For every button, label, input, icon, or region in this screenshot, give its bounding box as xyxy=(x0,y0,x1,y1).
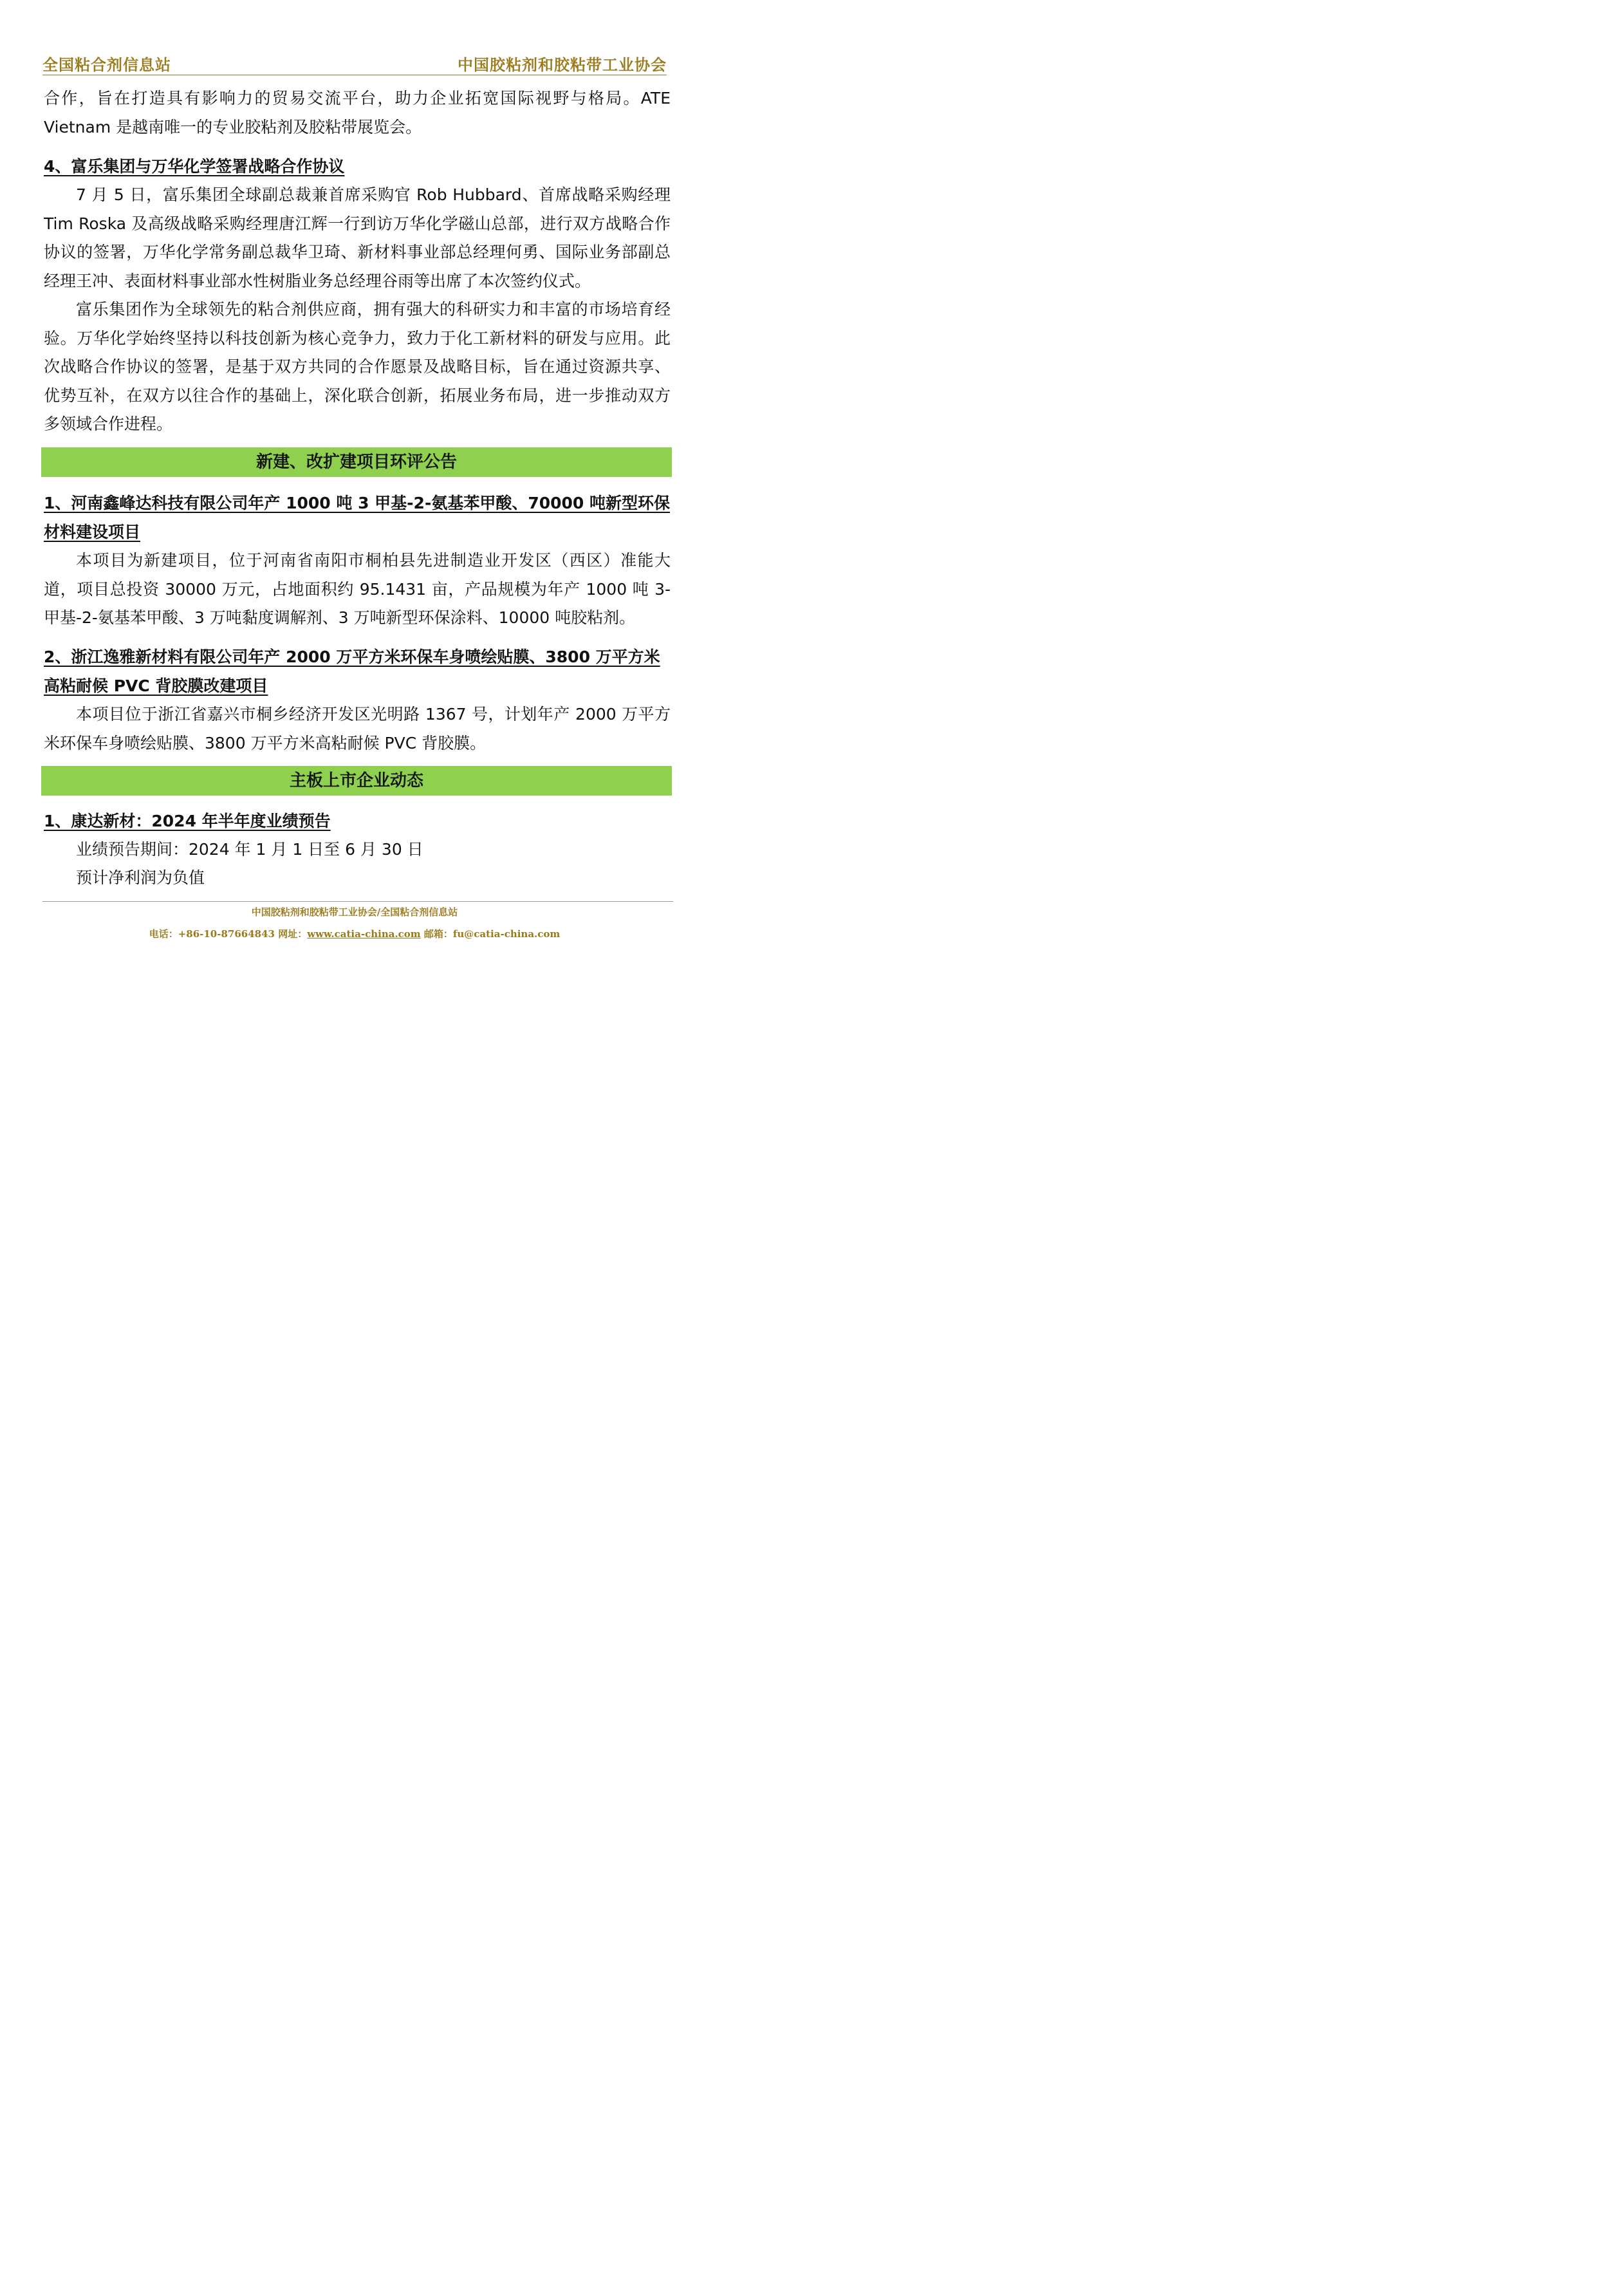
listed-item1-heading xyxy=(44,807,671,836)
eia-item2-heading xyxy=(44,643,671,700)
header-right-title: 中国胶粘剂和胶粘带工业协会 xyxy=(458,55,667,74)
intro-paragraph: 合作，旨在打造具有影响力的贸易交流平台，助力企业拓宽国际视野与格局。ATE Vietnam 是越南唯一的专业胶粘剂及胶粘带展览会。 xyxy=(44,89,671,136)
listed-item1-title: 1、康达新材：2024 年半年度业绩预告 xyxy=(44,812,331,830)
header-left-title: 全国粘合剂信息站 xyxy=(42,55,171,74)
section-banner-eia: 新建、改扩建项目环评公告 xyxy=(41,447,672,477)
footer-website-link[interactable]: www.catia-china.com xyxy=(307,928,421,940)
news4-paragraph-2: 富乐集团作为全球领先的粘合剂供应商，拥有强大的科研实力和丰富的市场培育经验。万华化学始终坚持以科技创新为核心竞争力，致力于化工新材料的研发与应用。此次战略合作协议的签署，是基于双方共同的合作愿景及战略目标，旨在通过资源共享、优势互补，在双方以往合作的基础上，深化联合创新，拓展业务布局，进一步推动双方多领域合作进程。 xyxy=(44,300,671,433)
footer-organization: 中国胶粘剂和胶粘带工业协会/全国粘合剂信息站 xyxy=(251,906,458,918)
listed-item1-line1: 业绩预告期间：2024 年 1 月 1 日至 6 月 30 日 xyxy=(76,840,423,859)
news4-heading xyxy=(44,153,671,182)
news4-title: 4、富乐集团与万华化学签署战略合作协议 xyxy=(44,157,345,176)
footer-contact xyxy=(0,927,709,940)
listed-item1-line2: 预计净利润为负值 xyxy=(76,868,205,887)
eia-item2-title: 2、浙江逸雅新材料有限公司年产 2000 万平方米环保车身喷绘贴膜、3800 万平方米高粘耐候 PVC 背胶膜改建项目 xyxy=(44,648,660,695)
eia-item2-body: 本项目位于浙江省嘉兴市桐乡经济开发区光明路 1367 号，计划年产 2000 万平方米环保车身喷绘贴膜、3800 万平方米高粘耐候 PVC 背胶膜。 xyxy=(44,705,671,752)
eia-item1-body: 本项目为新建项目，位于河南省南阳市桐柏县先进制造业开发区（西区）准能大道，项目总投资 30000 万元，占地面积约 95.1431 亩，产品规模为年产 1000 吨 3-甲基-2-氨基苯甲酸、3 万吨黏度调解剂、3 万吨新型环保涂料、10000 吨胶粘剂。 xyxy=(44,551,671,627)
footer-phone: 电话：+86-10-87664843 网址： xyxy=(149,928,308,940)
footer-divider xyxy=(42,901,673,902)
footer-email: 邮箱：fu@catia-china.com xyxy=(420,928,561,940)
eia-item1-heading xyxy=(44,489,671,546)
news4-paragraph-1: 7 月 5 日，富乐集团全球副总裁兼首席采购官 Rob Hubbard、首席战略采购经理 Tim Roska 及高级战略采购经理唐江辉一行到访万华化学磁山总部，进行双方战略合作协议的签署，万华化学常务副总裁华卫琦、新材料事业部总经理何勇、国际业务部副总经理王冲、表面材料事业部水性树脂业务总经理谷雨等出席了本次签约仪式。 xyxy=(44,185,671,290)
section-banner-listed: 主板上市企业动态 xyxy=(41,766,672,796)
page-header xyxy=(42,49,667,75)
eia-item1-title: 1、河南鑫峰达科技有限公司年产 1000 吨 3 甲基-2-氨基苯甲酸、70000 吨新型环保材料建设项目 xyxy=(44,494,671,541)
